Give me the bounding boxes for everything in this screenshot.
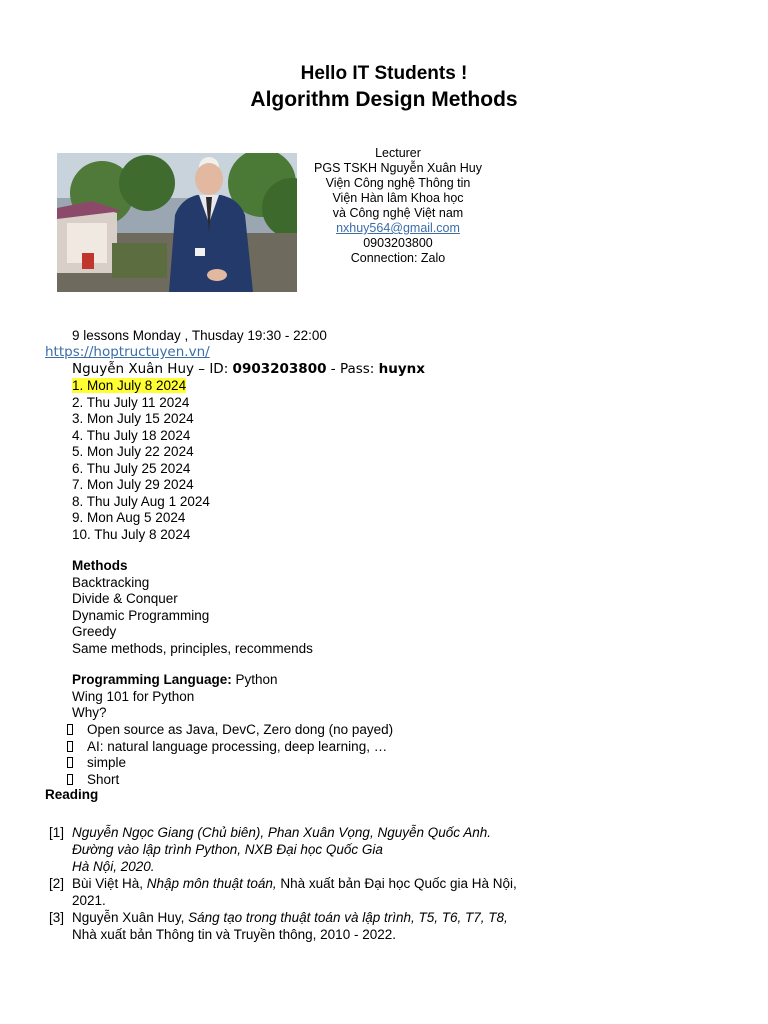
lesson-date-item: 9. Mon Aug 5 2024 (72, 510, 186, 525)
reason-list (67, 722, 393, 788)
reference-number: [3] (49, 910, 65, 925)
meeting-login (72, 361, 425, 378)
reference-title: Nhập môn thuật toán, (146, 876, 277, 891)
reference-line: Hà Nội, 2020. (72, 859, 155, 874)
greeting-heading: Hello IT Students ! (300, 63, 468, 84)
reference-title: Sáng tạo trong thuật toán và lập trình, T5, T6, T7, T8, (188, 910, 508, 925)
lecturer-email-link[interactable]: nxhuy564@gmail.com (336, 221, 460, 235)
bullet-icon (67, 757, 73, 768)
lecturer-phone: 0903203800 (363, 236, 433, 250)
reason-item: Open source as Java, DevC, Zero dong (no payed) (67, 722, 393, 739)
login-id: 0903203800 (232, 361, 327, 377)
language-ide: Wing 101 for Python (72, 688, 195, 704)
lecturer-name: PGS TSKH Nguyễn Xuân Huy (314, 161, 482, 175)
method-item: Divide & Conquer (72, 591, 178, 606)
reference-2 (0, 875, 768, 911)
lesson-date-item: 4. Thu July 18 2024 (72, 427, 191, 443)
lesson-date-item: 8. Thu July Aug 1 2024 (72, 493, 210, 509)
lesson-date-item: 6. Thu July 25 2024 (72, 460, 191, 476)
lecturer-photo (57, 153, 297, 292)
reference-1 (0, 824, 768, 878)
method-item: Backtracking (72, 574, 150, 590)
bullet-icon (67, 741, 73, 752)
lecturer-academy-line-2: và Công nghệ Việt nam (332, 206, 464, 220)
language-why: Why? (72, 705, 107, 720)
lesson-date-item: 7. Mon July 29 2024 (72, 477, 194, 492)
reason-item: simple (67, 755, 393, 772)
method-item: Greedy (72, 624, 117, 639)
lecturer-institute: Viện Công nghệ Thông tin (325, 176, 471, 190)
reference-line: Nguyễn Ngọc Giang (Chủ biên), Phan Xuân Vọng, Nguyễn Quốc Anh. (72, 825, 492, 840)
reference-line: Nhà xuất bản Thông tin và Truyền thông, 2010 - 2022. (72, 927, 396, 942)
language-heading: Programming Language: (72, 672, 232, 687)
bullet-icon (67, 774, 73, 785)
lesson-date-item: 2. Thu July 11 2024 (72, 394, 190, 410)
language-section (72, 672, 278, 722)
lesson-date-item: 10. Thu July 8 2024 (72, 526, 191, 542)
reading-heading: Reading (45, 787, 99, 802)
reference-publisher: Nhà xuất bản Đại học Quốc gia Hà Nội, (276, 876, 517, 891)
login-pass: huynx (378, 361, 425, 377)
login-prefix: Nguyễn Xuân Huy – ID: (72, 361, 233, 377)
reference-line: 2021. (72, 893, 106, 908)
course-title: Algorithm Design Methods (250, 88, 518, 111)
lecturer-connection: Connection: Zalo (350, 251, 446, 265)
lecturer-label: Lecturer (375, 146, 421, 160)
language-value: Python (231, 672, 278, 687)
lesson-date-item: 3. Mon July 15 2024 (72, 411, 194, 426)
reference-number: [1] (49, 825, 65, 840)
methods-heading: Methods (72, 558, 128, 573)
methods-section (72, 558, 313, 657)
lesson-date-list (72, 378, 210, 543)
login-pass-label: - Pass: (326, 361, 379, 377)
lesson-date-item: 5. Mon July 22 2024 (72, 444, 194, 459)
method-item: Same methods, principles, recommends (72, 640, 313, 656)
bullet-icon (67, 724, 73, 735)
method-item: Dynamic Programming (72, 607, 210, 623)
reference-3 (0, 909, 768, 945)
lecturer-info (298, 146, 498, 266)
lecturer-academy-line-1: Viện Hàn lâm Khoa học (332, 191, 464, 205)
reason-item: Short (67, 772, 393, 789)
reason-item: AI: natural language processing, deep learning, … (67, 739, 393, 756)
reference-number: [2] (49, 876, 65, 891)
reference-author: Nguyễn Xuân Huy, (72, 910, 189, 925)
reference-author: Bùi Việt Hà, (72, 876, 147, 891)
lesson-date-item: 1. Mon July 8 2024 (72, 378, 187, 393)
meeting-url-link[interactable]: https://hoptructuyen.vn/ (45, 344, 210, 360)
schedule-summary: 9 lessons Monday , Thusday 19:30 - 22:00 (72, 328, 327, 343)
reference-line: Đường vào lập trình Python, NXB Đại học Quốc Gia (72, 842, 383, 857)
